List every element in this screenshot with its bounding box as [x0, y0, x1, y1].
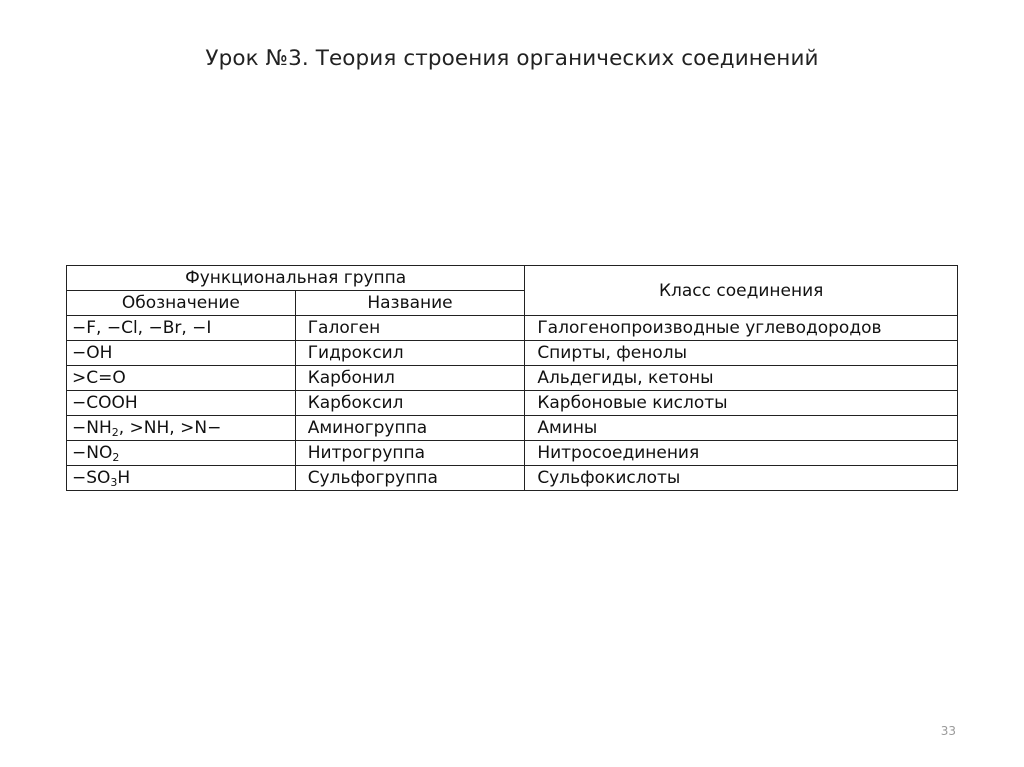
class-cell: Галогенопроизводные углеводородов — [525, 316, 958, 341]
class-cell: Сульфокислоты — [525, 466, 958, 491]
table-row — [67, 366, 958, 391]
table-row — [67, 316, 958, 341]
name-cell: Гидроксил — [295, 341, 525, 366]
table-row — [67, 441, 958, 466]
class-cell: Нитросоединения — [525, 441, 958, 466]
table-row — [67, 341, 958, 366]
designation-cell: $-NH_2$, >NH, >N− — [67, 416, 296, 441]
class-cell: Амины — [525, 416, 958, 441]
header-name: Название — [295, 291, 525, 316]
name-cell: Сульфогруппа — [295, 466, 525, 491]
table-row — [67, 416, 958, 441]
class-cell: Спирты, фенолы — [525, 341, 958, 366]
table-row — [67, 466, 958, 491]
header-functional-group: Функциональная группа — [67, 266, 525, 291]
designation-cell: $-NO_2$ — [67, 441, 296, 466]
designation-cell: −OH — [67, 341, 296, 366]
designation-cell: >C=O — [67, 366, 296, 391]
name-cell: Карбоксил — [295, 391, 525, 416]
header-designation: Обозначение — [67, 291, 296, 316]
name-cell: Нитрогруппа — [295, 441, 525, 466]
header-row — [67, 266, 958, 291]
page-number: 33 — [940, 724, 956, 738]
designation-cell: −F, −Cl, −Br, −I — [67, 316, 296, 341]
name-cell: Аминогруппа — [295, 416, 525, 441]
functional-groups-table — [66, 265, 958, 491]
name-cell: Карбонил — [295, 366, 525, 391]
name-cell: Галоген — [295, 316, 525, 341]
table-row — [67, 391, 958, 416]
designation-cell: −COOH — [67, 391, 296, 416]
slide-title: Урок №3. Теория строения органических соединений — [205, 46, 819, 71]
class-cell: Карбоновые кислоты — [525, 391, 958, 416]
designation-cell: $-SO_3H$ — [67, 466, 296, 491]
class-cell: Альдегиды, кетоны — [525, 366, 958, 391]
header-compound-class: Класс соединения — [525, 266, 958, 316]
